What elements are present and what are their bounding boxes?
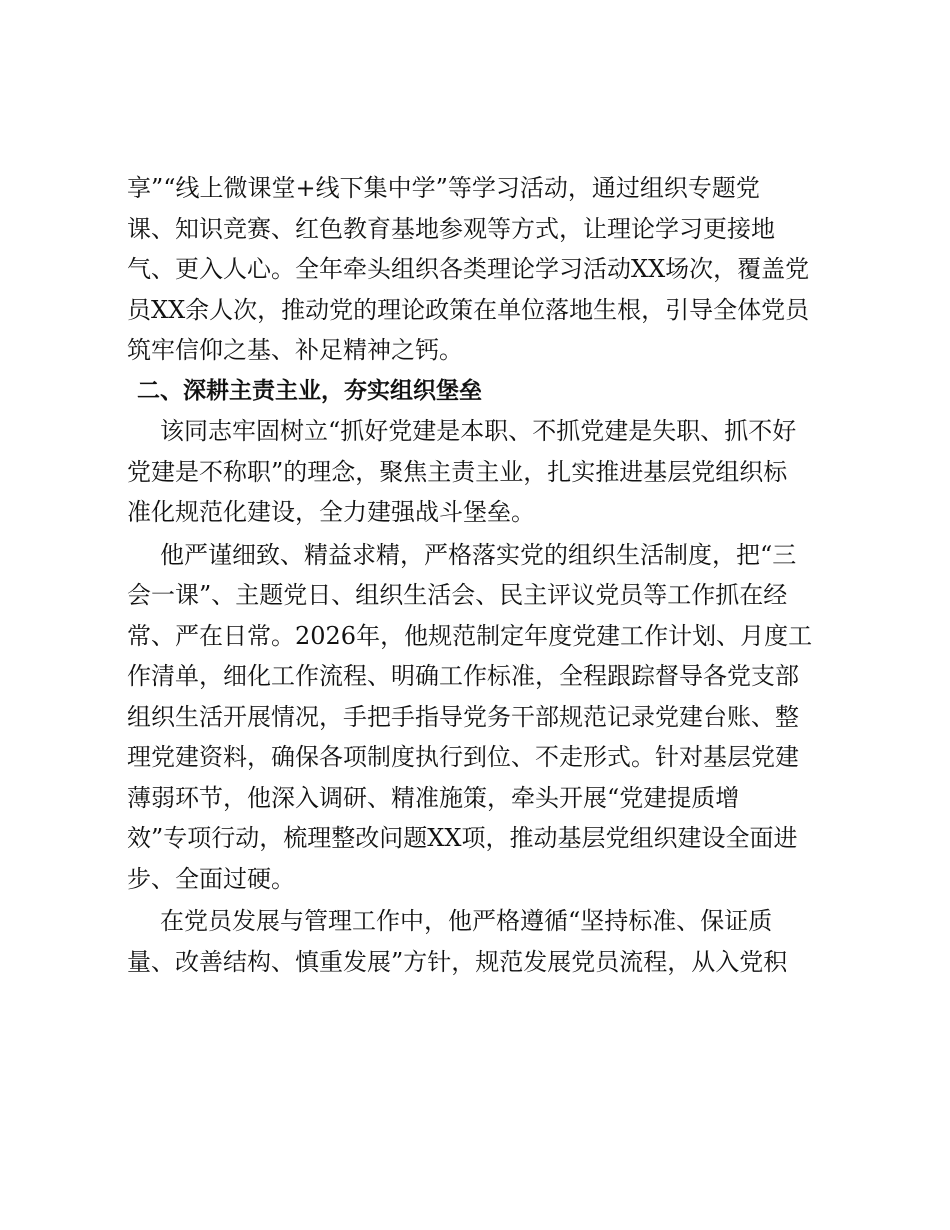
text-line: 常、严在日常。2026年，他规范制定年度党建工作计划、月度工 <box>127 621 813 650</box>
text-line: 作清单，细化工作流程、明确工作标准，全程跟踪督导各党支部 <box>127 662 799 690</box>
text-line: 享”“线上微课堂+线下集中学”等学习活动，通过组织专题党 <box>127 174 760 202</box>
text-line: 量、改善结构、慎重发展”方针，规范发展党员流程，从入党积 <box>127 947 788 976</box>
text-line: 组织生活开展情况，手把手指导党务干部规范记录党建台账、整 <box>127 702 799 731</box>
text-line: 党建是不称职”的理念，聚焦主责主业，扎实推进基层党组织标 <box>127 457 788 486</box>
text-line: 准化规范化建设，全力建强战斗堡垒。 <box>127 498 535 526</box>
text-line: 会一课”、主题党日、组织生活会、民主评议党员等工作抓在经 <box>127 581 788 609</box>
text-line: 薄弱环节，他深入调研、精准施策，牵头开展“党建提质增 <box>127 783 740 812</box>
document-body <box>127 168 827 982</box>
text-line: 步、全面过硬。 <box>127 864 295 893</box>
paragraph-member-development <box>127 901 827 982</box>
text-line: 该同志牢固树立“抓好党建是本职、不抓党建是失职、抓不好 <box>160 417 797 445</box>
text-line: 筑牢信仰之基、补足精神之钙。 <box>127 336 463 364</box>
paragraph-theory-study <box>127 168 827 371</box>
text-line: 他严谨细致、精益求精，严格落实党的组织生活制度，把“三 <box>160 540 797 569</box>
text-line: 理党建资料，确保各项制度执行到位、不走形式。针对基层党建 <box>127 743 799 771</box>
text-line: 课、知识竞赛、红色教育基地参观等方式，让理论学习更接地 <box>127 214 775 243</box>
paragraph-organizational-life <box>127 535 827 900</box>
text-line: 在党员发展与管理工作中，他严格遵循“坚持标准、保证质 <box>160 907 773 935</box>
text-line: 员XX余人次，推动党的理论政策在单位落地生根，引导全体党员 <box>127 295 810 324</box>
text-line: 效”专项行动，梳理整改问题XX项，推动基层党组织建设全面进 <box>127 824 798 852</box>
section-heading: 二、深耕主责主业，夯实组织堡垒 <box>137 377 482 404</box>
text-line: 气、更入人心。全年牵头组织各类理论学习活动XX场次，覆盖党 <box>127 255 810 283</box>
paragraph-responsibility <box>127 411 827 533</box>
